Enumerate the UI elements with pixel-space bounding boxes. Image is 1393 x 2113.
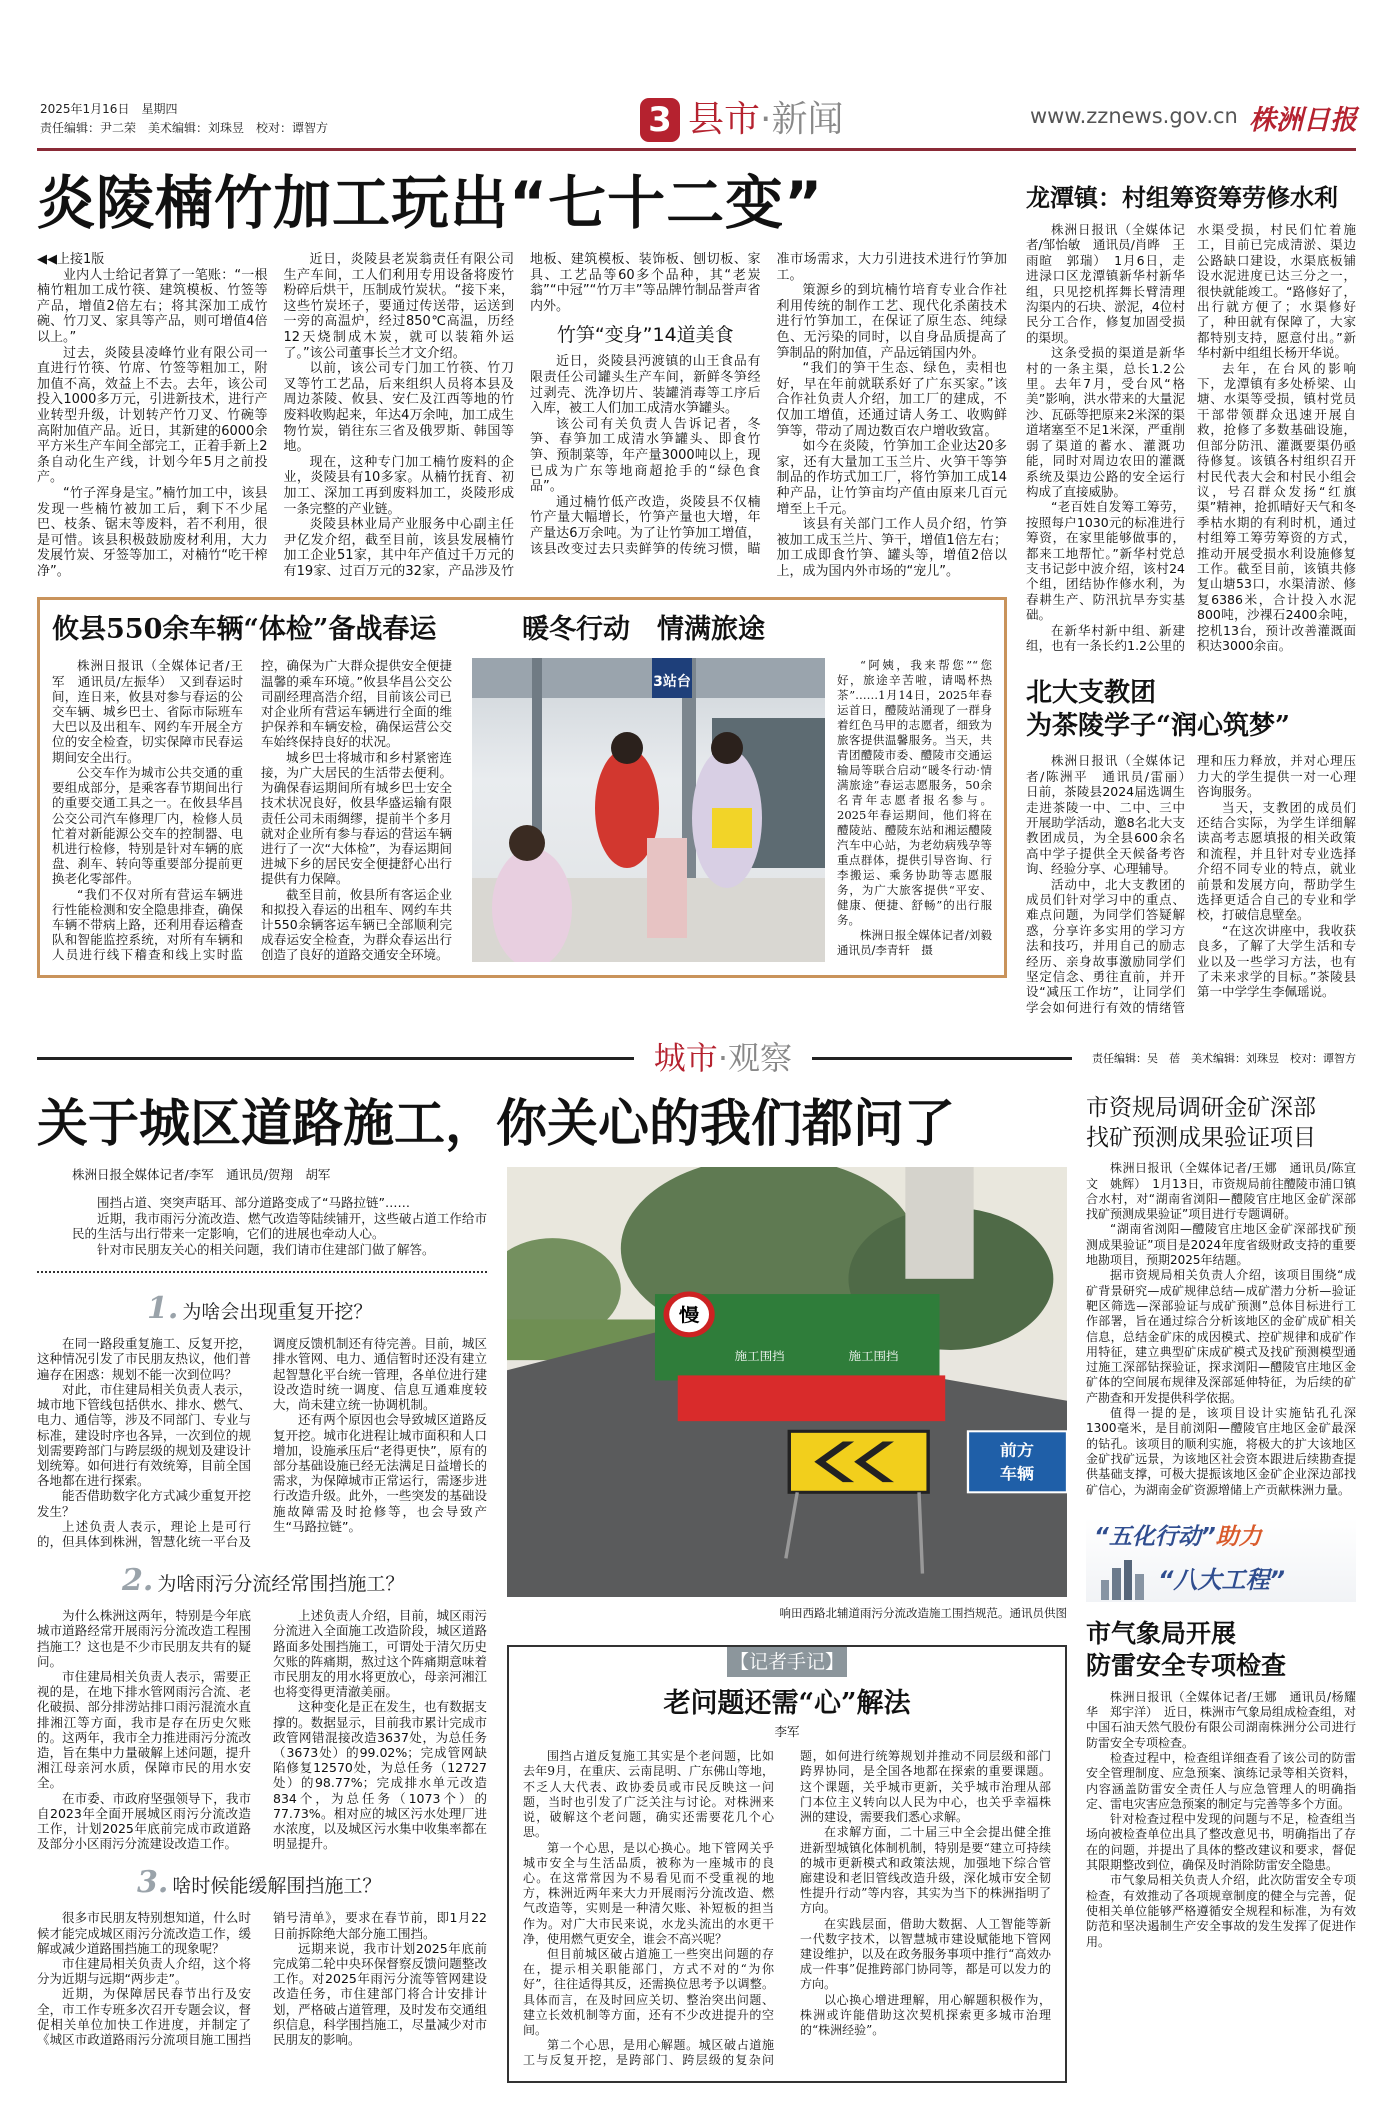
section-title-gray: ·新闻 — [760, 99, 844, 140]
road-photo-illustration — [507, 1167, 1067, 1597]
paragraph: 为什么株洲这两年，特别是今年底城市道路经常开展雨污分流改造工程围挡施工？这也是不少市民朋友共有的疑问。 — [37, 1608, 251, 1669]
section-title — [688, 96, 843, 144]
intro-line: 近期，我市雨污分流改造、燃气改造等陆续铺开，这些破占道工作给市民的生活与出行带来一定影响，它们的进展也牵动人心。 — [72, 1210, 487, 1242]
article-body-beida — [1026, 753, 1356, 1015]
paragraph: “老百姓自发筹工筹劳，按照每户1030元的标准进行筹资，在家里能够做事的，都来工地帮忙。”新华村党总支书记彭中波介绍，该村24个组，团结协作修水利，为春耕生产、防汛抗旱夯实基础。 — [1026, 499, 1185, 623]
section-title-red: 县市 — [688, 99, 761, 140]
paragraph: 市气象局相关负责人介绍，此次防雷安全专项检查，有效推动了各项规章制度的健全与完善，促使相关单位能够严格遵循安全规程和标准，为有效防范和坚决遏制生产安全事故的发生发挥了促进作用。 — [1086, 1873, 1356, 1949]
paragraph-list — [1086, 1161, 1356, 1498]
paragraph: 针对检查过程中发现的问题与不足，检查组当场向被检查单位出具了整改意见书，明确指出了存在的问题，并提出了具体的整改建议和要求，督促其限期整改到位，确保及时消除防雷安全隐患。 — [1086, 1812, 1356, 1873]
paragraph: 策源乡的到坑楠竹培育专业合作社利用传统的制作工艺、现代化杀菌技术进行竹笋加工，在保证了原生态、纯绿色、无污染的同时，以自身品质提高了笋制品的附加值，产品远销国内外。 — [776, 283, 1007, 361]
answer-body-2 — [37, 1608, 487, 1851]
paragraph-list — [523, 1749, 1051, 2068]
paragraph: 市住建局相关负责人表示，需要正视的是，在地下排水管网雨污合流、老化破损、部分排涝站排口雨污混流水直排湘江等方面，我市是存在历史欠账的。这两年，我市全力推进雨污分流改造，旨在集中力量破解上述问题，提升湘江母亲河水质，保障市民的用水安全。 — [37, 1668, 251, 1791]
road-photo-column — [507, 1167, 1067, 2082]
paragraph-list — [37, 1910, 487, 2047]
question-number: 2. — [122, 1563, 154, 1599]
paragraph: 检查过程中，检查组详细查看了该公司的防雷安全管理制度、应急预案、演练记录等相关资料，内容涵盖防雷安全责任人与应急管理人的明确指定、雷电灾害应急预案的制定与完善等多个方面。 — [1086, 1751, 1356, 1811]
page-number-badge: 3 — [640, 98, 680, 142]
feature-box — [37, 597, 1007, 977]
paragraph: 业内人士给记者算了一笔账：“一根楠竹粗加工成竹筷、建筑模板、竹签等产品，增值2倍左右；将其深加工成竹碗、竹刀叉、家具等产品，则可增值4倍以上。” — [37, 267, 268, 345]
note-headline: 老问题还需“心”解法 — [663, 1688, 911, 1720]
paragraph-list — [52, 658, 452, 962]
top-section — [37, 160, 1356, 1015]
site-url[interactable]: www.zznews.gov.cn — [1030, 104, 1238, 128]
barrier-text: 施工围挡 — [734, 1350, 785, 1364]
paragraph-list — [1026, 753, 1356, 1015]
paragraph: 能否借助数字化方式减少重复开挖发生？ — [37, 1488, 251, 1519]
reporter-note-tag: 【记者手记】 — [727, 1647, 847, 1677]
station-photo-illustration — [472, 658, 825, 962]
road-construction-photo — [507, 1167, 1067, 1597]
paragraph: 第一个心思，是以心换心。地下管网关乎城市安全与生活品质，被称为一座城市的良心。在这常常因为不易看见而不受重视的地方，株洲近两年来大力开展雨污分流改造、燃气改造等，实则是一种清欠账、补短板的担当作为。对广大市民来说，水龙头流出的水更干净，使用燃气更安全，谁会不高兴呢？ — [523, 1840, 774, 1946]
page-editors: 责任编辑：尹二荣 美术编辑：刘珠昱 校对：谭智方 — [40, 121, 329, 135]
continued-marker: ◀◀上接1版 — [37, 252, 105, 267]
article-headline-longtan: 龙潭镇：村组筹资筹劳修水利 — [1026, 183, 1338, 212]
paragraph: 在求解方面，二十届三中全会提出健全推进新型城镇化体制机制，特别是要“建立可持续的城市更新模式和政策法规，加强地下综合管廊建设和老旧管线改造升级，深化城市安全韧性提升行动”等内容，其实为当下的株洲指明了方向。 — [800, 1825, 1051, 1916]
intro-line: 围挡占道、突突声聒耳、部分道路变成了“马路拉链”…… — [97, 1195, 410, 1211]
paragraph: 很多市民朋友特别想知道，什么时候才能完成城区雨污分流改造工作，缓解或减少道路围挡施工的现象呢？ — [37, 1910, 251, 1956]
paragraph-list — [1086, 1690, 1356, 1950]
paragraph: 这种变化是正在发生，也有数据支撑的。数据显示，目前我市累计完成市政管网错混接改造3637处，为总任务（3673处）的99.02%；完成管网缺陷修复12570处，为总任务（12727处）的98.77%；完成排水单元改造834个，为总任务（1073个）的77.73%。相对应的城区污水处理厂进水浓度，以及城区污水集中收集率都在明显提升。 — [273, 1699, 487, 1852]
photo-caption-nuandong — [837, 658, 1004, 962]
dotted-divider — [37, 1271, 487, 1273]
section-band — [37, 1037, 1356, 1079]
paragraph: 如今在炎陵，竹笋加工企业达20多家，还有大量加工玉兰片、火笋干等笋制品的作坊式加工厂，将竹笋加工成14种产品，让竹笋亩均产值由原来几百元增至上千元。 — [776, 439, 1007, 517]
paragraph: “竹子浑身是宝。”楠竹加工中，该县发现一些楠竹被加工后，剩下不少尾巴、枝条、锯末等废料，若不利用，很是可惜。该县积极鼓励废材利用，大力发展竹炭、牙签等加工，对楠竹“吃干榨净”。 — [37, 485, 268, 579]
paragraph: 在同一路段重复施工、反复开挖，这种情况引发了市民朋友热议，他们普遍存在困惑：规划不能一次到位吗？ — [37, 1336, 251, 1382]
question-number: 3. — [137, 1865, 169, 1901]
paragraph: 近日，炎陵县沔渡镇的山王食品有限责任公司罐头生产车间，新鲜冬笋经过剥壳、洗净切片、装罐消毒等工序后入库，被工人们加工成清水笋罐头。 — [530, 354, 761, 417]
section-editors: 责任编辑：吴 蓓 美术编辑：刘珠昱 校对：谭智方 — [1092, 1052, 1356, 1066]
road-feature — [37, 1093, 1067, 2082]
article-headline-youxian: 攸县550余车辆“体检”备战春运 — [52, 614, 437, 646]
paragraph: 以前，该公司专门加工竹筷、竹刀叉等竹工艺品，后来组织人员将本县及周边茶陵、攸县、安仁及江西等地的竹废料收购起来，年达4万余吨，加工成生物竹炭，销往东三省及俄罗斯、韩国等地。 — [283, 361, 514, 455]
paragraph: 远期来说，我市计划2025年底前完成第二轮中央环保督察反馈问题整改工作。对2025年雨污分流等管网建设改造任务，市住建部门将合计安排计划，严格破占道管理，及时发布交通组织信息，科学围挡施工，尽量减少对市民朋友的影响。 — [273, 1940, 487, 2047]
section-title-gray: ·观察 — [717, 1039, 792, 1078]
paragraph: 株洲日报讯（全媒体记者/王娜 通讯员/杨耀华 郑宇洋） 近日，株洲市气象局组成检查组，对中国石油天然气股份有限公司湖南株洲分公司进行防雷安全专项检查。 — [1086, 1689, 1357, 1750]
road-intro — [37, 1195, 487, 1257]
paragraph: 上述负责人介绍，目前，城区雨污分流进入全面施工改造阶段，城区道路路面多处围挡施工，可谓处于清欠历史欠账的阵痛期，熬过这个阵痛期意味着市民朋友的用水将更放心，母亲河湘江也将变得更清澈美丽。 — [273, 1608, 487, 1700]
paragraph: 当天，支教团的成员们还结合实际，为学生详细解读高考志愿填报的相关政策和流程，并且针对专业选择介绍不同专业的特点，就业前景和发展方向，帮助学生选择更适合自己的专业和学校，打破信息壁垒。 — [1197, 799, 1356, 923]
section-rule-left — [37, 1057, 634, 1060]
photo-credit: 株洲日报全媒体记者/刘毅 通讯员/李青轩 摄 — [837, 928, 1004, 958]
campaign-banner — [1086, 1518, 1356, 1602]
paragraph: 第二个心思，是用心解题。城区破占道施工与反复开挖，是跨部门、跨层级的复杂问题，如何进行统筹规划并推动不同层级和部门跨界协同，是全国各地都在探索的重要课题。这个课题，关乎城市更新，关乎城市治理从部门本位主义转向以人民为中心，也关乎幸福株洲的建设，需要我们悉心求解。 — [523, 1749, 1051, 2068]
question-number: 1. — [147, 1291, 179, 1327]
article-headline-bamboo: 炎陵楠竹加工玩出“七十二变” — [37, 169, 824, 237]
note-body — [523, 1749, 1051, 2068]
question-title: 啥时候能缓解围挡施工？ — [172, 1875, 382, 1898]
banner-line1 — [1094, 1522, 1262, 1552]
road-photo-caption: 响田西路北辅道雨污分流改造施工围挡规范。通讯员供图 — [779, 1606, 1067, 1621]
paragraph: 以心换心增进理解，用心解题积极作为，株洲或许能借助这次契机探索更多城市治理的“株洲经验”。 — [800, 1992, 1051, 2037]
reporter-note-box — [507, 1645, 1067, 2082]
paragraph: 株洲日报讯（全媒体记者/邹怡敏 通讯员/肖晔 王雨暄 郭瑞） 1月6日，走进渌口区龙潭镇新华村新华组，只见挖机挥舞长臂清理沟渠内的石块、淤泥，4位村民分工合作，修复加固受损的渠坝。 — [1026, 222, 1185, 345]
section-title-city — [654, 1037, 792, 1079]
paragraph: 据市资规局相关负责人介绍，该项目围绕“成矿背景研究—成矿规律总结—成矿潜力分析—验证靶区筛选—深部验证与成矿预测”总体目标进行工作部署，旨在通过综合分析该地区的金矿成矿相关信息，总结金矿床的成因模式、控矿规律和成矿作用特征，建立典型矿床成矿模式及找矿预测模型通过施工深部钻探验证，探求浏阳—醴陵官庄地区金矿体的空间展布规律及深部延伸特征，为后续的矿产勘查和开发提供科学依据。 — [1086, 1268, 1356, 1405]
notice-sign-text: 车辆 — [999, 1465, 1034, 1484]
paragraph: 现在，这种专门加工楠竹废料的企业，炎陵县有10多家。从楠竹抚育、初加工、深加工再到废料加工，炎陵形成一条完整的产业链。 — [283, 454, 514, 517]
nuandong-photo-row — [472, 658, 1004, 962]
article-headline-nuandong: 暖冬行动 情满旅途 — [522, 614, 765, 646]
paragraph: 在实践层面，借助大数据、人工智能等新一代数字技术，以智慧城市建设赋能地下管网建设维护，以及在政务服务事项中推行“高效办成一件事”促推跨部门协同等，都是可以发力的方向。 — [800, 1916, 1051, 1992]
paragraph: 该县有关部门工作人员介绍，竹笋被加工成玉兰片、笋干，增值1倍左右；加工成即食竹笋、罐头等，增值2倍以上，成为国内外市场的“宠儿”。 — [776, 517, 1007, 579]
intro-line: 针对市民朋友关心的相关问题，我们请市住建部门做了解答。 — [97, 1241, 435, 1257]
masthead — [37, 0, 1356, 160]
paragraph-list — [37, 1336, 487, 1549]
paragraph-list — [72, 1195, 487, 1257]
headline-line: 市气象局开展 — [1086, 1618, 1237, 1648]
paragraph: 过去，炎陵县凌峰竹业有限公司一直进行竹筷、竹席、竹签等粗加工，附加值不高，效益上不去。去年，该公司投入1000多万元，引进新技术，进行产业转型升级，计划转产竹刀叉、竹碗等高附加值产品。近日，其新建的6000余平方米生产车间全部完工，正着手新上2条自动化生产线，计划今年5月之前投产。 — [37, 345, 268, 486]
barrier-text: 施工围挡 — [848, 1350, 899, 1364]
paragraph: 值得一提的是，该项目设计实施钻孔孔深1300毫米，是目前浏阳—醴陵官庄地区金矿最深的钻孔。该项目的顺利实施，将极大的扩大该地区金矿找矿远景，为该地区社会资本跟进后续勘查提供基础支撑，可极大提振该地区金矿企业深边部找矿信心，为湖南金矿资源增储上产贡献株洲力量。 — [1086, 1406, 1356, 1497]
headline-line: 北大支教团 — [1026, 678, 1157, 709]
platform-sign-text: 3站台 — [653, 674, 691, 691]
article-headline-mine — [1086, 1093, 1356, 1153]
paragraph: 公交车作为城市公共交通的重要组成部分，是乘客春节期间出行的重要交通工具之一。在攸县华昌公交公司汽车修理厂内，检修人员忙着对新能源公交车的控制器、电机进行检修，特别是针对车辆的底盘、刹车、转向等重要部分提前更换老化零部件。 — [52, 764, 243, 887]
slow-sign-text: 慢 — [678, 1304, 700, 1327]
newspaper-logo: 株洲日报 — [1249, 105, 1357, 136]
headline-line: 市资规局调研金矿深部 — [1086, 1095, 1316, 1122]
bottom-right-column — [1086, 1093, 1356, 1950]
article-body-longtan — [1026, 222, 1356, 653]
article-subhead: 竹笋“变身”14道美食 — [556, 324, 734, 347]
road-qa-column — [37, 1167, 487, 2047]
paragraph: 近日，炎陵县老炭翁责任有限公司生产车间，工人们利用专用设备将废竹粉碎后烘干，压制成竹炭状。“接下来，这些竹炭坯子，要通过传送带，运送到一旁的高温炉，经过850℃高温，历经12天烧制成木炭，就可以装箱外运了。”该公司董事长兰才文介绍。 — [283, 252, 514, 361]
header-rule — [37, 148, 1356, 151]
paragraph: “在这次讲座中，我收获良多，了解了大学生活和专业以及一些学习方法，也有了未来求学的目标。”茶陵县第一中学学生李佩瑶说。 — [1197, 922, 1356, 1000]
banner-text-blue: “五化行动” — [1094, 1523, 1216, 1550]
article-body-mine — [1086, 1161, 1356, 1498]
paragraph: 株洲日报讯（全媒体记者/王娜 通讯员/陈宣文 姚辉） 1月13日，市资规局前往醴陵市浦口镇合水村，对“湖南省浏阳—醴陵官庄地区金矿深部找矿预测成果验证”项目进行专题调研。 — [1086, 1161, 1356, 1222]
city-skyline-icon — [1096, 1560, 1152, 1600]
article-headline-beida — [1026, 677, 1356, 743]
paragraph: 市住建局相关负责人介绍，这个将分为近期与远期“两步走”。 — [37, 1955, 251, 1987]
question-title: 为啥会出现重复开挖？ — [182, 1301, 373, 1324]
banner-text-line2: “八大工程” — [1158, 1565, 1285, 1594]
road-feature-body — [37, 1167, 1067, 2082]
issue-date: 2025年1月16日 星期四 — [40, 102, 178, 116]
paragraph: 株洲日报讯（全媒体记者/王军 通讯员/左振华） 又到春运时间，连日来，攸县对参与春运的公交车辆、城乡巴士、省际市际班车大巴以及出租车、网约车开展全方位的安全检查，切实保障市民春运期间安全出行。 — [52, 658, 243, 765]
paragraph: 截至目前，攸县所有客运企业和拟投入春运的出租车、网约车共计550余辆客运车辆已全部顺利完成春运安全检查，为群众春运出行创造了良好的道路交通安全环境。 — [261, 886, 452, 963]
youxian-story — [52, 612, 452, 962]
question-heading-3 — [37, 1865, 487, 1900]
article-headline-road: 关于城区道路施工，你关心的我们都问了 — [37, 1095, 956, 1155]
article-body-bamboo — [37, 252, 1007, 579]
byline-road: 株洲日报全媒体记者/李军 通讯员/贺翔 胡军 — [72, 1167, 331, 1183]
paragraph: “我们的笋干生态、绿色，卖相也好，早在年前就联系好了广东买家。”该合作社负责人介绍，加工厂的建成，不仅加工增值，还通过请人务工、收购鲜笋等，带动了周边数百农户增收致富。 — [776, 361, 1007, 439]
question-heading-2 — [37, 1563, 487, 1598]
paragraph-list — [37, 1608, 487, 1851]
paragraph: 在市委、市政府坚强领导下，我市自2023年全面开展城区雨污分流改造工作，计划2025年底前完成市政道路及部分小区雨污分流建设改造工作。 — [37, 1790, 251, 1852]
answer-body-3 — [37, 1910, 487, 2047]
paragraph: 活动中，北大支教团的成员们针对学习中的重点、难点问题，为同学们答疑解惑，分享许多实用的学习方法和技巧，并用自己的励志经历、亲身故事激励同学们坚定信念、勇往直前，并开设“减压工作坊”，让同学们学会如何进行有效的情绪管理和压力释放，并对心理压力大的学生提供一对一心理咨询服务。 — [1026, 753, 1356, 1015]
question-heading-1 — [37, 1291, 487, 1326]
bottom-section — [37, 1093, 1356, 2082]
article-body-youxian — [52, 658, 452, 962]
paragraph: 通过楠竹低产改造，炎陵县不仅楠竹产量大幅增长，竹笋产量也大增，年产量达6万余吨。为了让竹笋加工增值，该县改变过去只卖鲜笋的传统习惯，瞄准市场需求，大力引进技术进行竹笋加工。 — [530, 252, 1007, 557]
article-body-weather — [1086, 1690, 1356, 1950]
top-left-column — [37, 160, 1007, 978]
paragraph: 该公司有关负责人告诉记者，冬笋、春笋加工成清水笋罐头、即食竹笋、预制菜等，年产量3000吨以上，现已成为广东等地商超抢手的“绿色食品”。 — [530, 416, 761, 495]
answer-body-1 — [37, 1336, 487, 1549]
headline-line: 为茶陵学子“润心筑梦” — [1026, 711, 1290, 742]
paragraph: 城乡巴士将城市和乡村紧密连接，为广大居民的生活带去便利。为确保春运期间所有城乡巴士安全技术状况良好，攸县华盛运输有限责任公司未雨绸缪，提前半个多月就对企业所有参与春运的营运车辆进行了一次“大体检”，为春运期间进城下乡的居民安全便捷舒心出行提供有力保障。 — [261, 749, 452, 887]
paragraph: 株洲日报讯（全媒体记者/陈洲平 通讯员/雷丽） 日前，茶陵县2024届选调生走进茶陵一中、二中、三中开展助学活动，邀8名北大支教团成员，为全县600余名高中学子提供全天候备考咨询、经验分享、心理辅导。 — [1026, 753, 1198, 877]
caption-text: “阿姨，我来帮您”“您好，旅途辛苦啦，请喝杯热茶”……1月14日，2025年春运首日，醴陵站涌现了一群身着红色马甲的志愿者，细致为旅客提供温馨服务。当天，共青团醴陵市委、醴陵市交通运输局等联合启动“暖冬行动·情满旅途”春运志愿服务，50余名青年志愿者报名参与。2025年春运期间，他们将在醴陵站、醴陵东站和湘运醴陵汽车中心站，为老幼病残孕等重点群体，提供引导咨询、行李搬运、乘务协助等志愿服务，为广大旅客提供“平安、健康、便捷、舒畅”的出行服务。 — [837, 658, 992, 928]
section-rule-right — [812, 1057, 1072, 1060]
paragraph: 还有两个原因也会导致城区道路反复开挖。城市化进程让城市面积和人口增加，设施承压后“老得更快”，原有的部分基础设施已经无法满足日益增长的需求，为保障城市正常运行，需逐步进行改造升级。此外，一些突发的基础设施故障需及时抢修等，也会导致产生“马路拉链”。 — [273, 1412, 487, 1534]
top-right-column — [1026, 182, 1356, 1015]
question-title: 为啥雨污分流经常围挡施工？ — [157, 1573, 405, 1596]
paragraph: 对此，市住建局相关负责人表示，城市地下管线包括供水、排水、燃气、电力、通信等，涉及不同部门、专业与标准，建设时序也各异，一次到位的规划需要跨部门与跨层级的规划及建设计划统筹。如何进行有效统筹，目前全国各地都在进行探索。 — [37, 1381, 251, 1489]
headline-line: 防雷安全专项检查 — [1086, 1650, 1287, 1680]
paragraph-list — [1026, 222, 1356, 653]
banner-text-red: 助力 — [1215, 1523, 1262, 1550]
station-photo — [472, 658, 825, 962]
article-headline-weather — [1086, 1618, 1356, 1682]
paragraph: “我们不仅对所有营运车辆进行性能检测和安全隐患排查，确保车辆不带病上路，还利用春运稽查队和智能监控系统，对所有车辆和人员进行线下稽查和线上实时监控，确保为广大群众提供安全便捷温馨的乘车环境。”攸县华昌公交公司副经理高浩介绍，目前该公司已对企业所有营运车辆进行全面的维护保养和车辆安检，确保运营公交车始终保持良好的状况。 — [52, 658, 452, 963]
paragraph: 去年，在台风的影响下，龙潭镇有多处桥梁、山塘、水渠等受损，镇村党员干部带领群众迅速开展自救，抢修了多数基础设施，但部分防汛、灌溉要渠仍亟待修复。该镇各村组织召开村民代表大会和村民小组会议，号召群众发扬“红旗渠”精神，抢抓晴好天气和冬季枯水期的有利时机，通过村组筹工筹劳筹资的方式，推动开展受损水利设施修复工作。截至目前，该镇共修复山塘53口，水渠清淤、修复6386米，合计投入水泥800吨，沙裸石2400余吨，挖机13台，预计改善灌溉面积达3000余亩。 — [1197, 360, 1356, 653]
note-author: 李军 — [774, 1724, 800, 1740]
nuandong-story — [472, 612, 1004, 962]
paragraph: 上述负责人表示，理论上是可行的，但具体到株洲，智慧化统一平台及调度反馈机制还有待完善。目前，城区排水管网、电力、通信暂时还没有建立起智慧化平台统一管理，各单位进行建设改造时统一调度、信息互通难度较大，尚未建立统一协调机制。 — [37, 1336, 487, 1549]
notice-sign-text: 前方 — [999, 1441, 1034, 1460]
paragraph: 但目前城区破占道施工一些突出问题的存在，提示相关职能部门，方式不对的“为你好”，往往适得其反，还需换位思考予以调整。具体而言，在及时回应关切、整治突出问题、建立长效机制等方面，还有不少改进提升的空间。 — [523, 1946, 774, 2037]
paragraph: 炎陵县林业局产业服务中心副主任尹亿发介绍，截至目前，该县发展楠竹加工企业51家，其中年产值过千万元的有19家、过百万元的32家，产品涉及竹地板、建筑模板、装饰板、刨切板、家具、工艺品等60多个品种，其“老炭翁”“中冠”“竹万丰”等品牌竹制品誉声省内外。 — [283, 252, 761, 579]
paragraph: 围挡占道反复施工其实是个老问题，比如去年9月，在重庆、云南昆明、广东佛山等地，不乏人大代表、政协委员或市民反映这一问题，当时也引发了广泛关注与讨论。对株洲来说，破解这个老问题，确实还需要花几个心思。 — [523, 1749, 774, 1840]
headline-line: 找矿预测成果验证项目 — [1086, 1125, 1316, 1152]
paragraph: 近期，为保障居民春节出行及安全，市工作专班多次召开专题会议，督促相关单位加快工作进度，并制定了《城区市政道路雨污分流项目施工围挡销号清单》，要求在春节前，即1月22日前拆除绝大部分施工围挡。 — [37, 1910, 487, 2047]
paragraph: “湖南省浏阳—醴陵官庄地区金矿深部找矿预测成果验证”项目是2024年度省级财政支持的重要地勘项目，预期2025年结题。 — [1086, 1222, 1356, 1268]
section-title-red: 城市 — [653, 1039, 718, 1078]
paragraph: 这条受损的渠道是新华村的一条主渠，总长1.2公里。去年7月，受台风“格美”影响，洪水带来的大量泥沙、瓦砾等把原来2米深的渠道堵塞至不足1米深，严重削弱了渠道的蓄水、灌溉功能，同时对周边农田的灌溉系统及渠边公路的安全运行构成了直接威胁。 — [1026, 345, 1185, 499]
paragraph: 在新华村新中组、新建组，也有一条长约1.2公里的水渠受损，村民们忙着施工，目前已完成清淤、渠边公路缺口建设，水渠底板铺设水泥进度已达三分之一，很快就能竣工。“路修好了，出行就方便了；水渠修好了，种田就有保障了，大家都特别支持，愿意付出。”新华村新中组组长杨开华说。 — [1026, 222, 1356, 653]
